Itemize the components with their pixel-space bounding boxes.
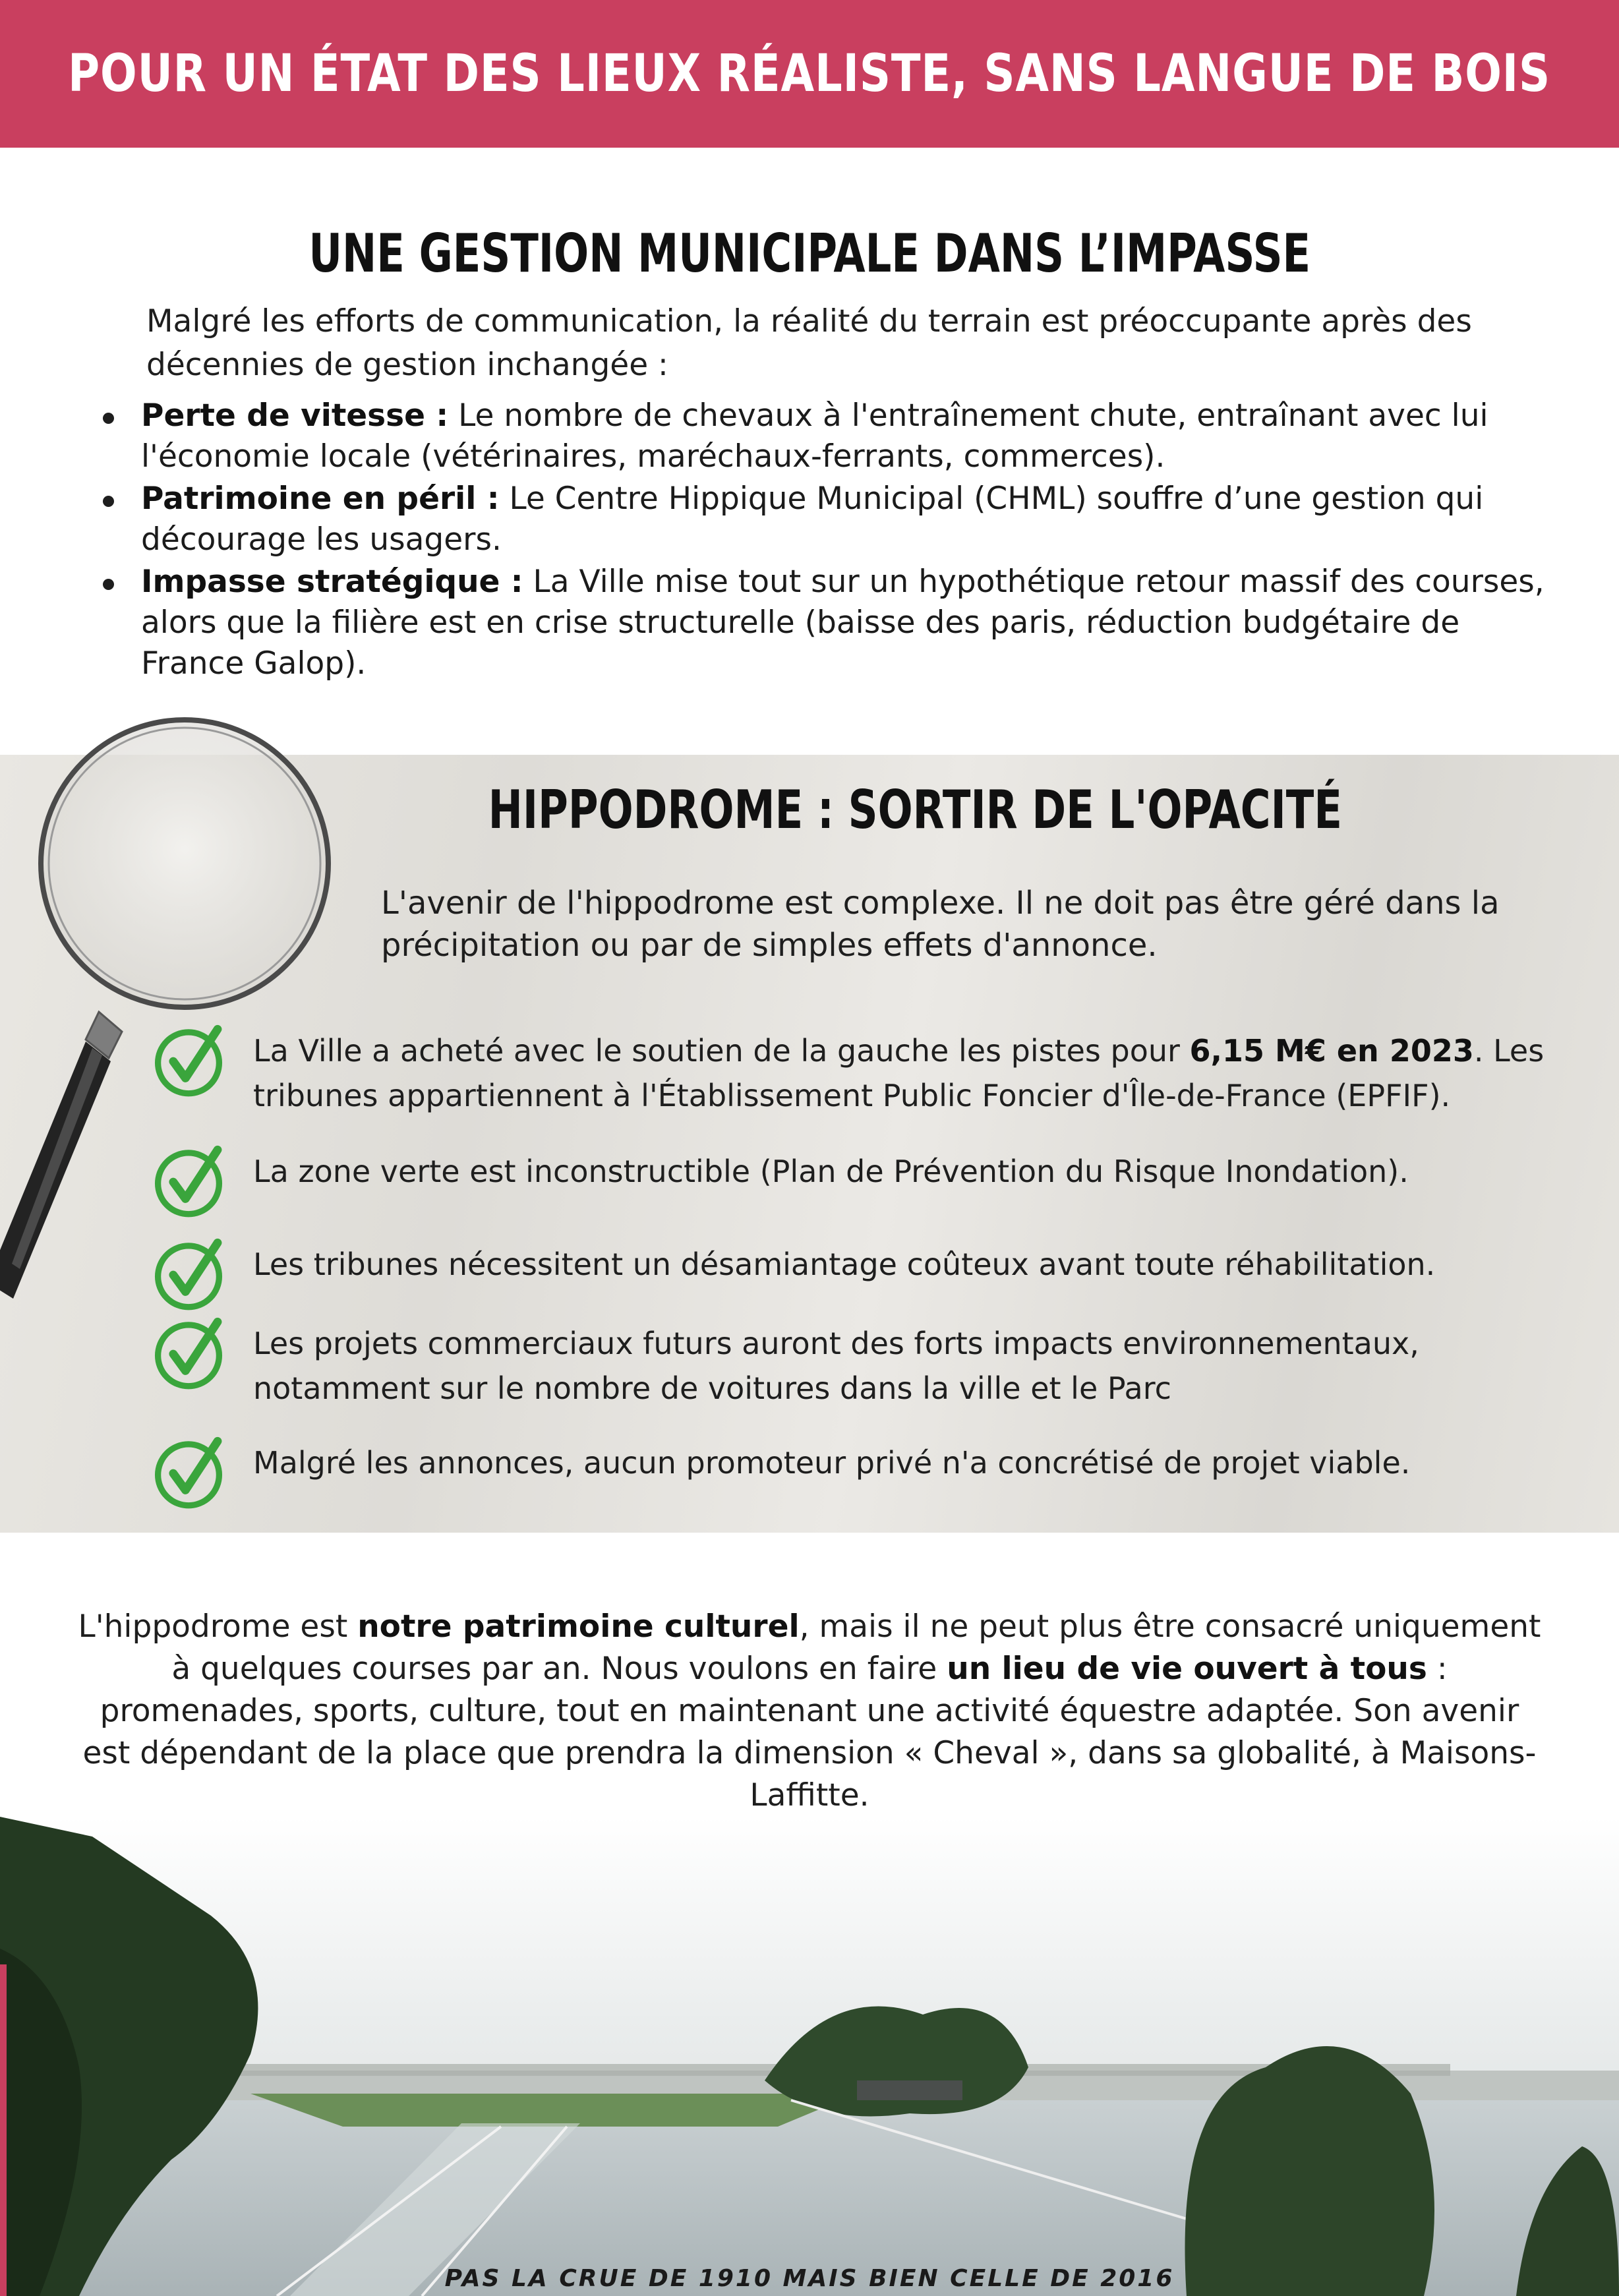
check-circle-icon — [150, 1316, 227, 1392]
bullet-list — [141, 396, 1558, 684]
check-text: La Ville a acheté avec le soutien de la gauche les pistes pour 6,15 M€ en 2023. Les tribunes appartiennent à l'Établissement Public Foncier d'Île-de-France (EPFIF). — [253, 1033, 1545, 1113]
check-circle-icon — [150, 1023, 227, 1100]
bullet-item — [141, 562, 1558, 684]
bullet-item — [141, 479, 1558, 560]
check-item — [150, 1149, 1568, 1220]
bullet-label: Patrimoine en péril : — [141, 481, 500, 517]
check-circle-icon — [150, 1144, 227, 1220]
flooded-hippodrome-photo — [0, 1817, 1619, 2296]
check-text: Malgré les annonces, aucun promoteur privé n'a concrétisé de projet viable. — [253, 1445, 1411, 1481]
bullet-text: Le nombre de chevaux à l'entraînement chute, entraînant avec lui l'économie locale (vétérinaires, maréchaux-ferrants, commerces). — [141, 397, 1488, 475]
bullet-item — [141, 396, 1558, 477]
check-item — [150, 1321, 1568, 1411]
closing-paragraph: L'hippodrome est notre patrimoine culturel, mais il ne peut plus être consacré uniquement à quelques courses par an. Nous voulons en faire un lieu de vie ouvert à tous : promenades, sports, culture, tout en maintenant une activité équestre adaptée. Son avenir est dépendant de la place que prendra la dimension « Cheval », dans sa globalité, à Maisons-Laffitte. — [78, 1608, 1541, 1813]
banner-title: POUR UN ÉTAT DES LIEUX RÉALISTE, SANS LANGUE DE BOIS — [68, 44, 1551, 103]
section2-lead: L'avenir de l'hippodrome est complexe. Il ne doit pas être géré dans la précipitation ou par de simples effets d'annonce. — [381, 885, 1500, 964]
top-banner — [0, 0, 1619, 148]
check-item — [150, 1440, 1568, 1512]
bullet-label: Perte de vitesse : — [141, 397, 449, 434]
check-item — [150, 1028, 1568, 1118]
check-item — [150, 1242, 1568, 1313]
section2-title: HIPPODROME : SORTIR DE L'OPACITÉ — [488, 779, 1342, 840]
check-text: Les tribunes nécessitent un désamiantage coûteux avant toute réhabilitation. — [253, 1247, 1436, 1282]
photo-caption: PAS LA CRUE DE 1910 MAIS BIEN CELLE DE 2016 — [444, 2265, 1175, 2292]
left-accent-bar — [0, 1964, 7, 2296]
check-text: Les projets commerciaux futurs auront des forts impacts environnementaux, notamment sur le nombre de voitures dans la ville et le Parc — [253, 1326, 1419, 1406]
bullet-label: Impasse stratégique : — [141, 564, 523, 600]
section1-title: UNE GESTION MUNICIPALE DANS L’IMPASSE — [309, 223, 1310, 284]
check-text: La zone verte est inconstructible (Plan de Prévention du Risque Inondation). — [253, 1154, 1409, 1189]
bullet-text: La Ville mise tout sur un hypothétique retour massif des courses, alors que la filière est en crise structurelle (baisse des paris, réduction budgétaire de France Galop). — [141, 564, 1545, 682]
bullet-text: Le Centre Hippique Municipal (CHML) souffre d’une gestion qui décourage les usagers. — [141, 481, 1484, 558]
check-circle-icon — [150, 1237, 227, 1313]
section1-intro: Malgré les efforts de communication, la réalité du terrain est préoccupante après des décennies de gestion inchangée : — [146, 303, 1472, 383]
check-circle-icon — [150, 1435, 227, 1512]
